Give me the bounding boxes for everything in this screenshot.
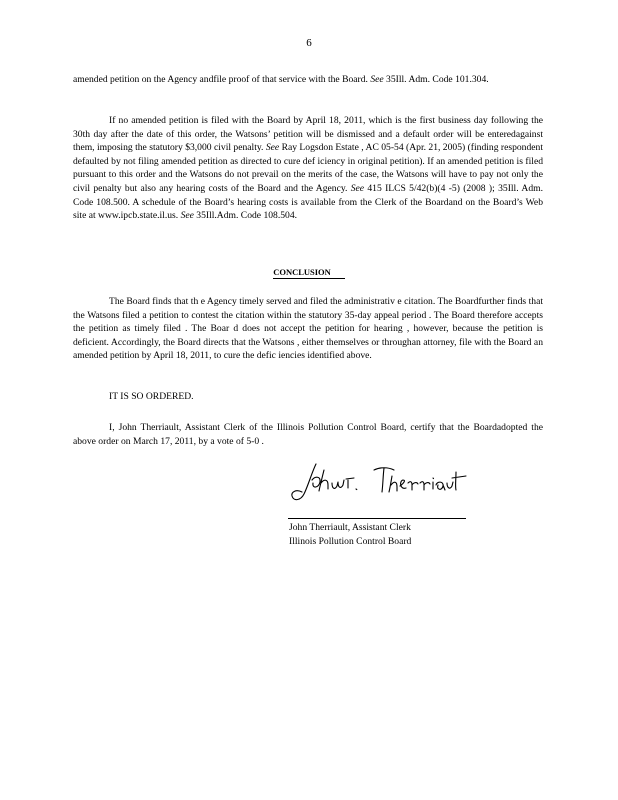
text-run: Ray Logsdon Estate , AC 05-54 (Apr. 21, 2005) (finding respondent defaulted by not filing amended petition as directed to cure def iciency in original petition). If an amended petition is filed pursuant to this order and the Watsons do not prevail on the merits of the case, the Watsons will have to pay not only the civil penalty but also any hearing costs of the Board and the Agency.	[73, 142, 543, 194]
paragraph-findings: The Board finds that th e Agency timely served and filed the administrativ e citation. The Boardfurther finds that the Watsons filed a petition to contest the citation within the statutory 35-day appeal period . The Board therefore accepts the petition as timely filed . The Boar d does not accept the petition for hearing , however, because the petition is deficient. Accordingly, the Board directs that the Watsons , either themselves or throughan attorney, file with the Board an amended petition by April 18, 2011, to cure the defic iencies identified above.	[73, 296, 543, 362]
signatory-name: John Therriault, Assistant Clerk	[289, 522, 411, 533]
signature-line	[288, 518, 466, 519]
text-run: 415 ILCS 5/42(b)(4 -5) (2008 ); 35Ill. Adm. Code 108.500. A schedule of the Board’s hearing costs is available from the Clerk of the Boardand on the Board’s Web site at www.ipcb.state.il.us.	[73, 182, 543, 222]
text-run: 35Ill. Adm. Code 101.304.	[383, 74, 489, 85]
paragraph-so-ordered: IT IS SO ORDERED.	[109, 391, 194, 402]
page-number: 6	[306, 37, 312, 49]
text-run: If no amended petition is filed with the Board by April 18, 2011, which is the first business day following the 30th day after the date of this order, the Watsons’ petition will be dismissed and a default order will be enteredagainst them, imposing the statutory $3,000 civil penalty.	[73, 115, 543, 154]
paragraph-amended-petition	[73, 73, 543, 87]
citation-see: See	[370, 74, 384, 85]
text-run: amended petition on the Agency andfile proof of that service with the Board.	[73, 74, 371, 85]
citation-see: See	[180, 210, 194, 222]
signature-block	[289, 521, 411, 549]
citation-see: See	[265, 142, 280, 154]
handwritten-signature	[288, 458, 468, 508]
citation-see: See	[350, 182, 365, 194]
text-run: 35Ill.Adm. Code 108.504.	[193, 210, 298, 222]
signatory-organization: Illinois Pollution Control Board	[289, 536, 412, 547]
paragraph-default-order	[73, 114, 543, 223]
paragraph-certification: I, John Therriault, Assistant Clerk of the Illinois Pollution Control Board, certify that the Boardadopted the above order on March 17, 2011, by a vote of 5-0 .	[73, 422, 543, 447]
section-heading-conclusion: CONCLUSION	[0, 267, 618, 279]
